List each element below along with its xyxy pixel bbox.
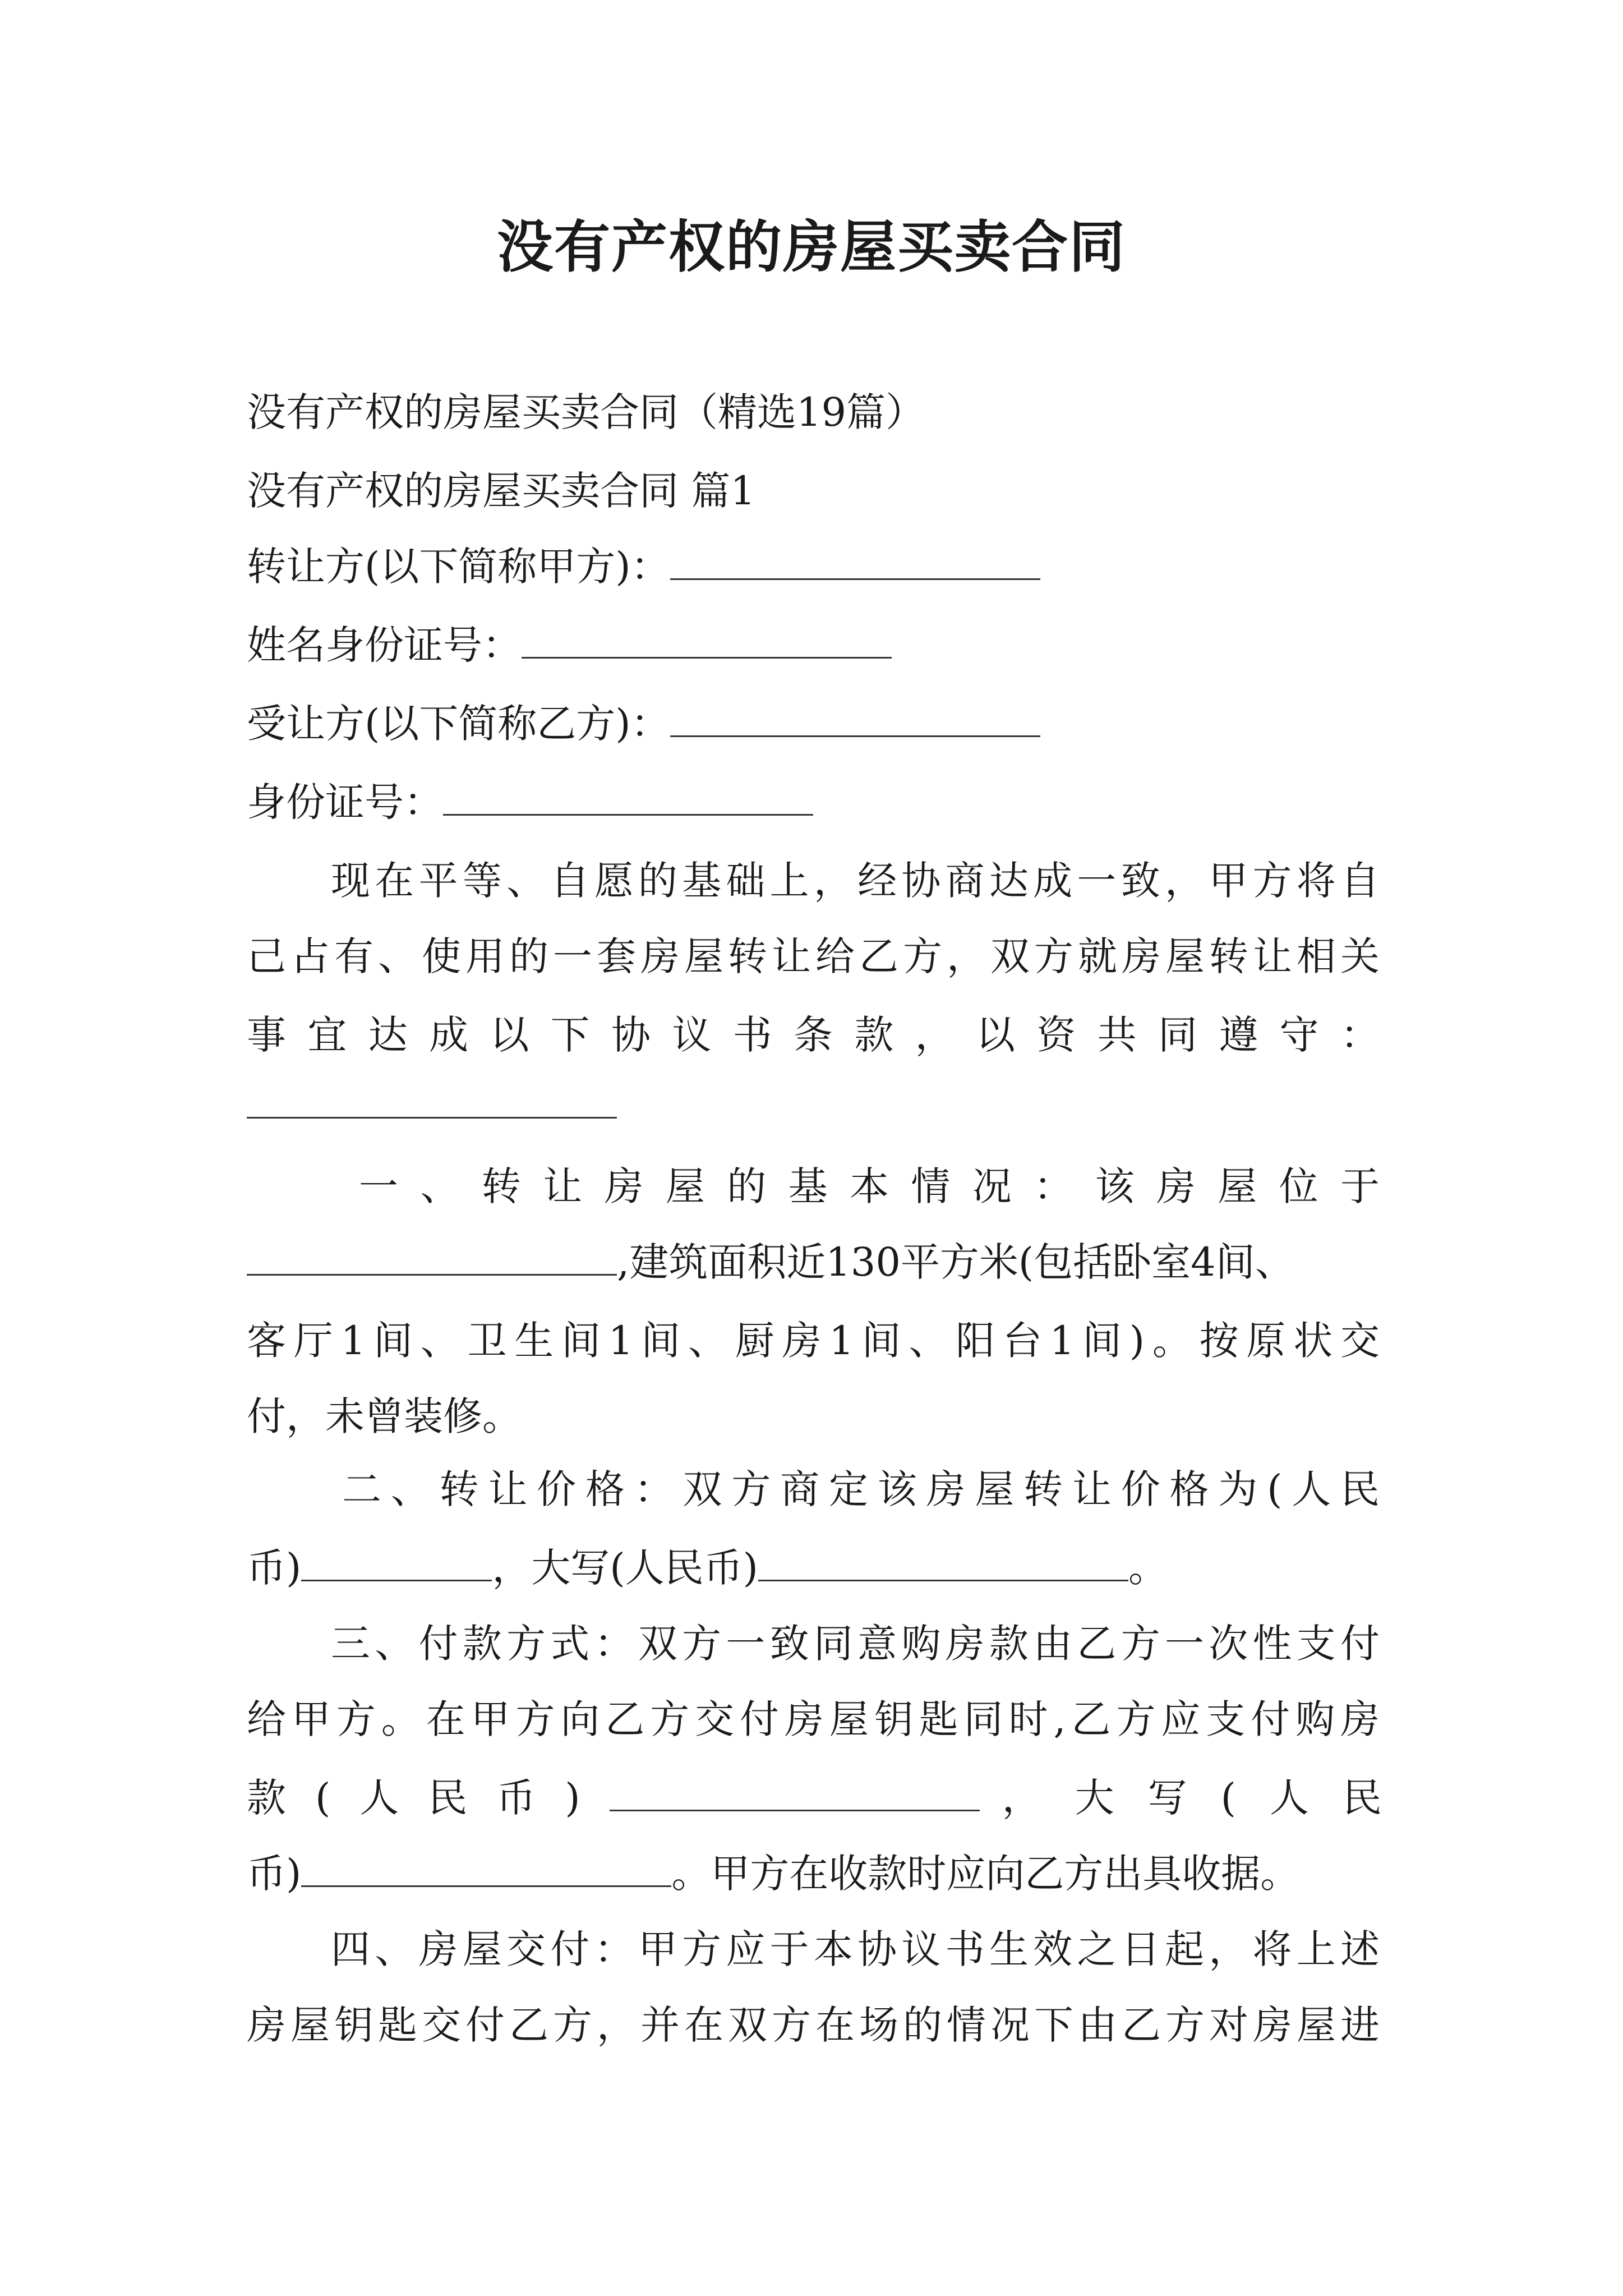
clause2-currency-label: 币) — [247, 1545, 302, 1591]
transferor-field — [247, 541, 1380, 592]
intro-line-3: 事宜达成以下协议书条款，以资共同遵守： — [247, 1012, 1380, 1058]
clause4-line-1: 四、房屋交付：甲方应于本协议书生效之日起，将上述 — [331, 1926, 1380, 1972]
clause1-line-1: 一、转让房屋的基本情况：该房屋位于 — [359, 1163, 1380, 1209]
clause3-receipt-text: 。甲方在收款时应向乙方出具收据。 — [671, 1851, 1300, 1897]
clause2-amount-blank — [301, 1547, 492, 1581]
clause1-line-4: 付，未曾装修。 — [247, 1393, 522, 1439]
intro-line-2: 己占有、使用的一套房屋转让给乙方，双方就房屋转让相关 — [247, 933, 1380, 979]
clause1-line-2-text: ,建筑面积近130平方米(包括卧室4间、 — [617, 1239, 1294, 1285]
transferee-id-blank — [443, 781, 813, 816]
clause1-line-3: 客厅1间、卫生间1间、厨房1间、阳台1间)。按原状交 — [247, 1318, 1380, 1364]
transferee-id-label: 身份证号： — [247, 779, 443, 825]
intro-blank-line — [247, 1080, 1380, 1130]
clause2-uppercase-label: ，大写(人民币) — [492, 1545, 758, 1591]
transferor-id-blank — [522, 624, 892, 659]
transferor-id-label: 姓名身份证号： — [247, 622, 522, 668]
clause3-line-3 — [247, 1773, 1415, 1823]
intro-blank — [247, 1084, 617, 1119]
clause2-line-2 — [247, 1543, 1380, 1593]
section-heading: 没有产权的房屋买卖合同 篇1 — [247, 468, 755, 514]
clause2-line-1: 二、转让价格：双方商定该房屋转让价格为(人民 — [342, 1466, 1380, 1512]
clause3-line-1: 三、付款方式：双方一致同意购房款由乙方一次性支付 — [331, 1621, 1380, 1667]
clause4-line-2: 房屋钥匙交付乙方，并在双方在场的情况下由乙方对房屋进 — [247, 2002, 1380, 2048]
clause2-uppercase-blank — [758, 1547, 1128, 1581]
document-subtitle: 没有产权的房屋买卖合同（精选19篇） — [247, 389, 925, 435]
clause3-uppercase-label: ，大写(人民 — [1002, 1775, 1415, 1821]
clause3-currency-label: 币) — [247, 1851, 302, 1897]
transferor-blank — [670, 546, 1040, 580]
intro-line-1: 现在平等、自愿的基础上，经协商达成一致，甲方将自 — [331, 858, 1380, 904]
transferor-id-field — [247, 620, 1380, 670]
transferee-id-field — [247, 777, 1380, 827]
clause1-line-2 — [247, 1237, 1380, 1287]
transferor-label: 转让方(以下简称甲方)： — [247, 544, 670, 590]
clause3-uppercase-blank — [301, 1853, 671, 1887]
transferee-label: 受让方(以下简称乙方)： — [247, 701, 670, 747]
clause3-line-4 — [247, 1848, 1380, 1899]
clause3-amount-label: 款(人民币) — [247, 1775, 610, 1821]
clause3-line-2: 给甲方。在甲方向乙方交付房屋钥匙同时,乙方应支付购房 — [247, 1696, 1380, 1742]
document-title: 没有产权的房屋买卖合同 — [497, 214, 1126, 280]
transferee-field — [247, 698, 1380, 749]
clause2-end: 。 — [1128, 1545, 1168, 1591]
clause3-amount-blank — [610, 1777, 980, 1811]
transferee-blank — [670, 703, 1040, 737]
clause1-address-blank — [247, 1241, 617, 1276]
